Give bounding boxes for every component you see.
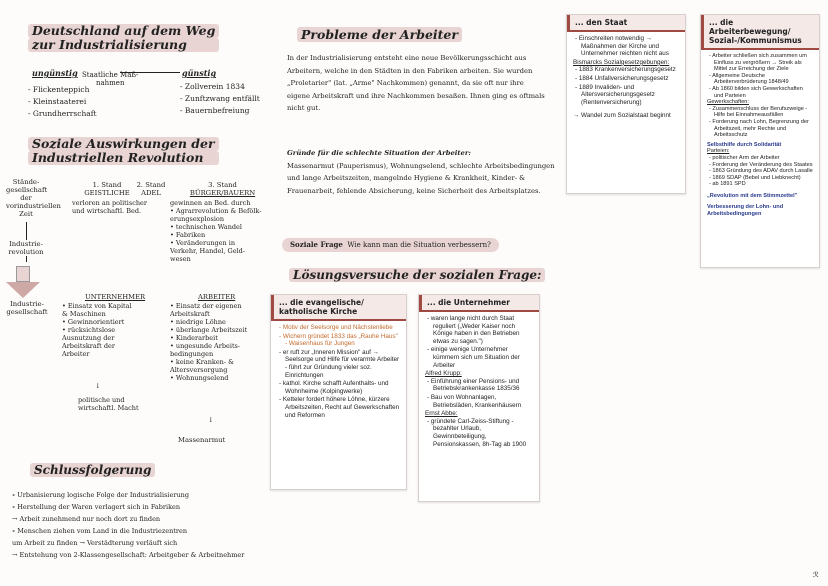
list-item: - Forderung nach Lohn, Begrenzung der Arbeitszeit, mehr Rechte und Arbeitsschutz xyxy=(709,118,809,139)
probleme-text: In der Industrialisierung entsteht eine neue Bevölkerungsschicht aus Arbeitern, welche in den Städten in den Fabriken arbeiten. Sie wurden „Proletarier" (lat. „Arme" Nachkommen) genannt, da sie oft nur ihre eigene Arbeitskraft und ihre Nachkommen besaßen. Ihnen ging es oftmals nicht gut. xyxy=(287,54,545,112)
staat-result: → Wandel zum Sozialstaat beginnt xyxy=(573,112,671,120)
list-item: - ab 1891 SPD xyxy=(709,181,746,188)
list-item: - 1869 SDAP (Bebel und Liebknecht) xyxy=(709,174,801,181)
soziale-frage: Soziale Frage Wie kann man die Situation verbessern? xyxy=(282,240,499,249)
list-item: - Ab 1860 bilden sich Gewerkschaften und Parteien xyxy=(709,85,803,99)
schlussfolgerung-list: ∘ Urbanisierung logische Folge der Industrialisierung ∘ Herstellung der Waren verlagert sich in Fabriken → Arbeit zunehmend nur noch dort zu finden ∘ Menschen ziehen vom Land in die Industriezentren um Arbeit zu finden → Verstädterung verläuft sich → Entstehung von 2-Klassengesellschaft: Arbeitgeber & Arbeitnehmer xyxy=(12,491,245,559)
arrow-down-icon xyxy=(6,266,40,300)
list-item: - waren lange nicht durch Staat reguliert („Weder Kaiser noch Könige haben in den Betrieben etwas zu sagen.") xyxy=(427,315,520,345)
stand1-text: verloren an politischer und wirtschaftl. Bed. xyxy=(72,199,147,215)
label-guenstig: günstig xyxy=(182,68,217,78)
arbeiter-result: Verbesserung der Lohn- und Arbeitsbedingungen xyxy=(707,204,784,218)
list-item: - kathol. Kirche schafft Aufenthalts- und Wohnheime (Kolpingwerke) xyxy=(279,380,389,395)
arbeiter-result: Massenarmut xyxy=(178,436,226,444)
krupp-label: Alfred Krupp: xyxy=(425,370,462,378)
arrow-down-icon: ↓ xyxy=(208,416,214,424)
list-item: - Arbeiter schließen sich zusammen um Einfluss zu vergrößern → Streik als Mittel zur Erreichung der Ziele xyxy=(709,53,807,73)
list-item: - Einführung einer Pensions- und Betriebskrankenkasse 1835/36 xyxy=(427,377,520,393)
quote: „Revolution mit dem Stimmzettel" xyxy=(707,192,798,199)
unternehmer-result: politische und wirtschaftl. Macht xyxy=(78,396,139,412)
list-item: - 1883 Krankenversicherungsgesetz xyxy=(575,66,676,74)
gruende-block xyxy=(287,147,557,197)
stand3-title: 3. Stand BÜRGER/BAUERN xyxy=(189,181,256,197)
arbeiter-title: ARBEITER xyxy=(198,293,236,301)
label-staatliche-massnahmen: Staatliche Maß- nahmen xyxy=(82,71,139,87)
card-kirche xyxy=(270,294,407,490)
stand2-title: 2. Stand ADEL xyxy=(136,181,166,197)
arbeiter-list: • Einsatz der eigenen Arbeitskraft • niedrige Löhne • überlange Arbeitszeit • Kinderarbeit • ungesunde Arbeits- bedingungen • keine Kranken- & Altersversorgung • Wohnungselend xyxy=(170,302,248,382)
gewerkschaften-label: Gewerkschaften: xyxy=(707,99,749,106)
card-staat-head: ... den Staat xyxy=(567,15,685,32)
stand3-list: gewinnen an Bed. durch • Agrarrevolution & Befölk- erungsexplosion • technischen Wandel • Fabriken • Veränderungen in Verkehr, Handel, Geld- wesen xyxy=(170,199,262,263)
selbsthilfe-label: Selbsthilfe durch Solidarität xyxy=(707,141,782,148)
abbe-label: Ernst Abbe: xyxy=(425,410,458,418)
list-item: - Einschreiten notwendig → Maßnahmen der Kirche und Unternehmer reichten nicht aus xyxy=(575,35,669,58)
label-industriegesellschaft: Industrie- gesellschaft xyxy=(6,300,48,316)
section-title-schlussfolgerung: Schlussfolgerung xyxy=(30,463,155,477)
list-item: - Motiv der Seelsorge und Nächstenliebe xyxy=(279,324,393,331)
list-item: - Ketteler fordert höhere Löhne, kürzere Arbeitszeiten, Recht auf Gewerkschaften und Reformen xyxy=(279,396,400,419)
list-item: - Wichern gründet 1833 das „Rauhe Haus" - Waisenhaus für Jungen xyxy=(279,332,398,348)
card-arbeiterbewegung xyxy=(700,14,820,268)
section-title-loesungsversuche: Lösungsversuche der sozialen Frage: xyxy=(289,268,545,282)
gruende-title: Gründe für die schlechte Situation der Arbeiter: xyxy=(287,149,471,157)
list-item: - 1889 Invaliden- und Altersversicherungsgesetz (Rentenversicherung) xyxy=(575,83,655,106)
gruende-text: Massenarmut (Pauperismus), Wohnungselend, schlechte Arbeitsbedingungen und lange Arbeitszeiten, mangelnde Hygiene & Krankheit, Kinder- & Frauenarbeit, fehlende Absicherung, keine Sicherheit des Arbeitsplatzes. xyxy=(287,161,555,195)
list-unguenstig: - Flickenteppich - Kleinstaaterei - Grundherrschaft xyxy=(28,85,97,118)
list-item: - 1884 Unfallversicherungsgesetz xyxy=(575,74,669,82)
signature-mark: ℛ xyxy=(813,571,819,579)
parteien-label: Parteien: xyxy=(707,148,730,155)
section-title-soziale-auswirkungen: Soziale Auswirkungen der Industriellen Revolution xyxy=(28,137,219,165)
list-item: - gründete Carl-Zeiss-Stiftung - bezahlter Urlaub, Gewinnbeteiligung, Pensionskassen, 8h-Tag ab 1900 xyxy=(427,417,527,448)
arrow-down-icon: ↓ xyxy=(95,382,101,390)
card-kirche-head: ... die evangelische/ katholische Kirche xyxy=(271,295,406,321)
list-item: - Zusammenschluss der Berufszweige - Hilfe bei Einnahmeausfällen xyxy=(709,105,808,119)
section-title-probleme: Probleme der Arbeiter xyxy=(297,27,462,42)
unternehmer-title: UNTERNEHMER xyxy=(85,293,146,301)
list-item: - einige wenige Unternehmer kümmern sich um Situation der Arbeiter xyxy=(427,346,520,369)
list-guenstig: - Zollverein 1834 - Zunftzwang entfällt - Bauernbefreiung xyxy=(180,82,260,115)
list-item: - er ruft zur „Inneren Mission" auf → Seelsorge und Hilfe für verarmte Arbeiter - führt zur Gründung vieler soz. Einrichtungen xyxy=(279,348,400,379)
list-item: - Forderung der Veränderung des Staates xyxy=(709,161,813,168)
card-staat xyxy=(566,14,686,194)
card-arbeiterbewegung-head: ... die Arbeiterbewegung/ Sozial-/Kommunismus xyxy=(701,15,819,50)
stand1-title: 1. Stand GEISTLICHE xyxy=(84,181,130,197)
list-item: - Allgemeine Deutsche Arbeiterverbrüderung 1848/49 xyxy=(709,72,789,86)
list-item: - 1863 Gründung des ADAV durch Lasalle xyxy=(709,168,813,175)
card-unternehmer-head: ... die Unternehmer xyxy=(419,295,539,312)
card-unternehmer xyxy=(418,294,540,502)
unternehmer-list: • Einsatz von Kapital & Maschinen • Gewinnorientiert • rücksichtslose Ausnutzung der Arbeitskraft der Arbeiter xyxy=(62,302,132,358)
list-item: - Bau von Wohnanlagen, Betriebsläden, Krankenhäusern xyxy=(427,393,522,409)
label-staendegesellschaft: Stände- gesellschaft der vorindustriellen Zeit xyxy=(6,178,61,218)
label-industrierevolution: Industrie- revolution xyxy=(6,240,46,256)
list-item: - politischer Arm der Arbeiter xyxy=(709,154,780,161)
label-unguenstig: ungünstig xyxy=(32,68,78,78)
bismarck-label: Bismarcks Sozialgesetzgebungen: xyxy=(573,58,670,66)
section-title-industrialisierung: Deutschland auf dem Weg zur Industrialisierung xyxy=(28,24,219,52)
